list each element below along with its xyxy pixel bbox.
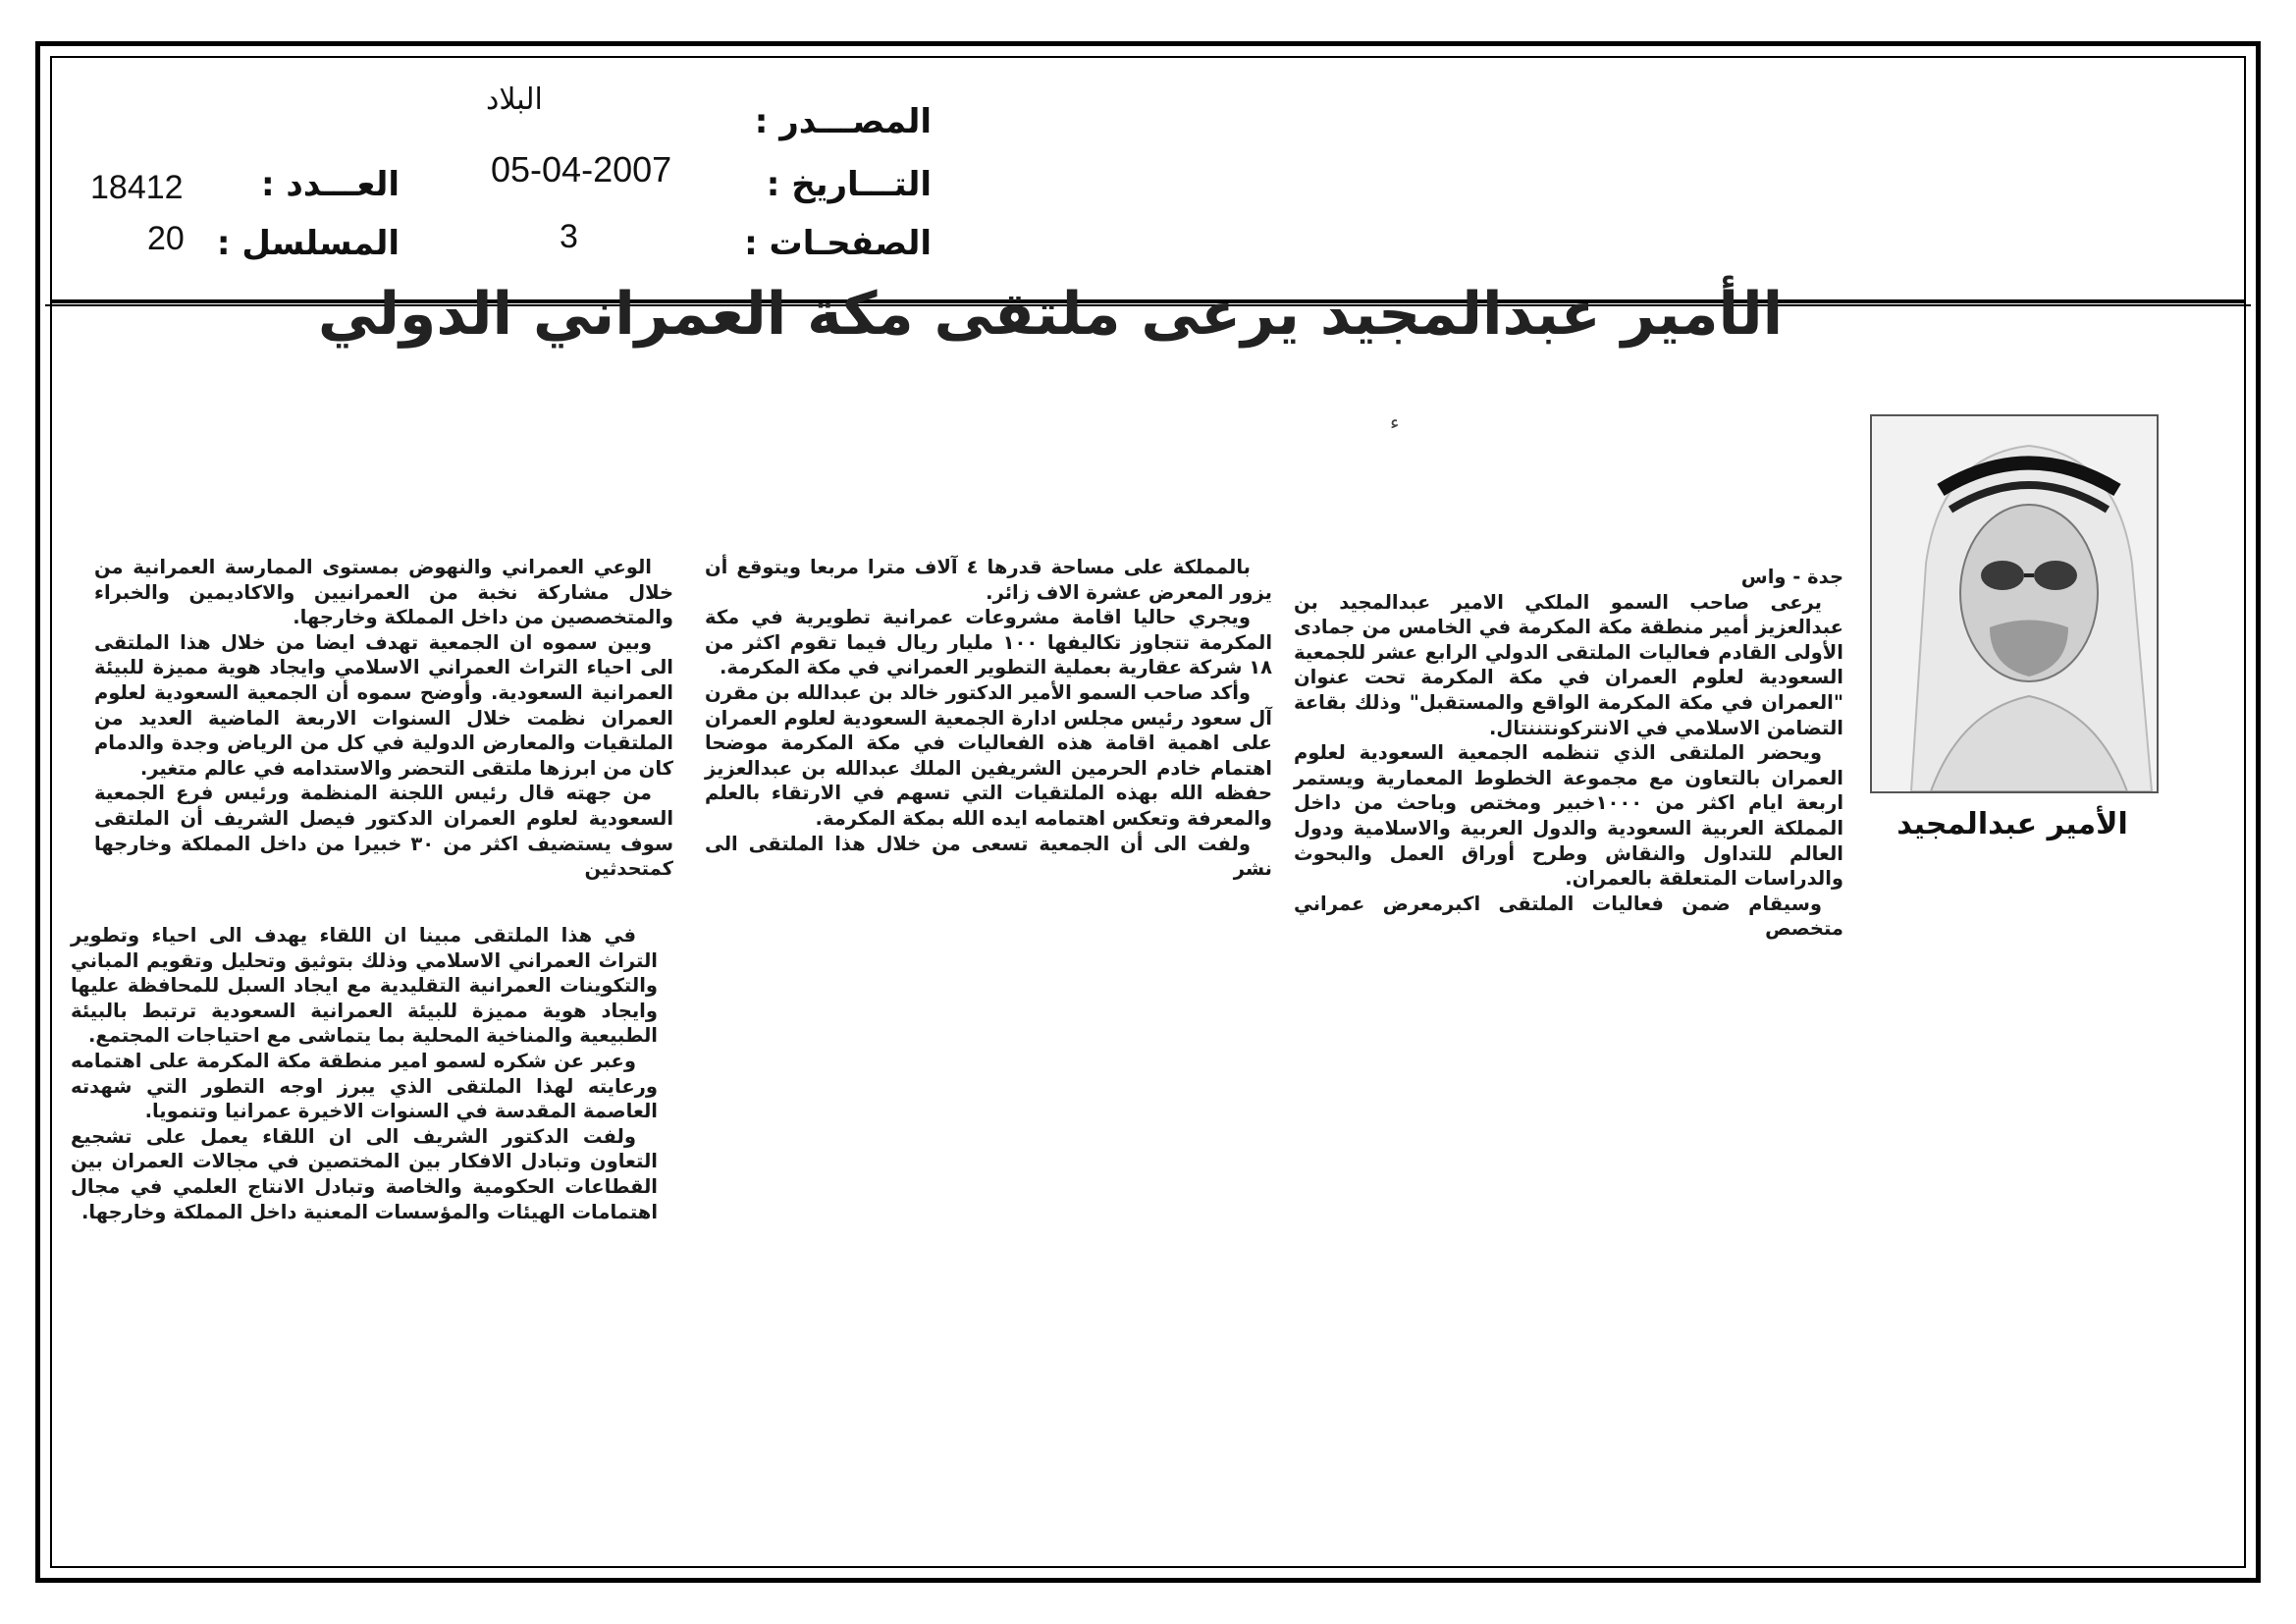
stray-mark: ء [1390, 410, 1400, 434]
article-column-4 [71, 923, 658, 1224]
paragraph: ولفت الدكتور الشريف الى ان اللقاء يعمل على تشجيع التعاون وتبادل الافكار بين المختصين في مجالات العمران بين القطاعات الحكومية والخاصة وتبادل الانتاج العلمي في مجال اهتمامات الهيئات والمؤسسات المعنية داخل المملكة وخارجها. [71, 1124, 658, 1223]
paragraph: بالمملكة على مساحة قدرها ٤ آلاف مترا مربعا ويتوقع أن يزور المعرض عشرة الاف زائر. [705, 556, 1272, 604]
paragraph: وعبر عن شكره لسمو امير منطقة مكة المكرمة على اهتمامه ورعايته لهذا الملتقى الذي يبرز اوجه التطور التي شهدته العاصمة المقدسة في السنوات الاخيرة عمرانيا وتنمويا. [71, 1049, 658, 1123]
source-label: المصـــدر : [754, 102, 932, 141]
source-value: البلاد [486, 82, 543, 117]
issue-label: العـــدد : [261, 165, 400, 204]
article-headline: الأمير عبدالمجيد يرعى ملتقى مكة العمراني الدولي [317, 280, 1784, 349]
article-column-3 [94, 555, 673, 882]
paragraph: ولفت الى أن الجمعية تسعى من خلال هذا الملتقى الى نشر [705, 832, 1272, 881]
pages-value: 3 [560, 218, 578, 255]
paragraph: الوعي العمراني والنهوض بمستوى الممارسة العمرانية من خلال مشاركة نخبة من العمرانيين والاكاديمين والخبراء والمتخصصين من داخل المملكة وخارجها. [94, 556, 673, 629]
article-column-2 [705, 555, 1272, 882]
paragraph: وسيقام ضمن فعاليات الملتقى اكبرمعرض عمراني متخصص [1294, 892, 1843, 941]
paragraph: يرعى صاحب السمو الملكي الامير عبدالمجيد بن عبدالعزيز أمير منطقة مكة المكرمة في الخامس من جمادى الأولى القادم فعاليات الملتقى الدولي الرابع عشر للجمعية السعودية لعلوم العمران في مكة المكرمة تحت عنوان "العمران في مكة المكرمة الواقع والمستقبل" وذلك بقاعة التضامن الاسلامي في الانتركونتننتال. [1294, 590, 1843, 739]
date-label: التـــاريخ : [766, 165, 932, 204]
paragraph: من جهته قال رئيس اللجنة المنظمة ورئيس فرع الجمعية السعودية لعلوم العمران الدكتور فيصل الشريف أن الملتقى سوف يستضيف اكثر من ٣٠ خبيرا من داخل المملكة وخارجها كمتحدثين [94, 782, 673, 881]
paragraph: في هذا الملتقى مبينا ان اللقاء يهدف الى احياء وتطوير التراث العمراني الاسلامي وذلك بتوثيق وتحليل وتقويم المباني والتكوينات العمرانية التقليدية مع ايجاد السبل للمحافظة عليها وايجاد هوية مميزة للبيئة العمرانية السعودية ترتبط بالبيئة الطبيعية والمناخية المحلية بما يتماشى مع احتياجات المجتمع. [71, 924, 658, 1048]
photo-caption: الأمير عبدالمجيد [1896, 807, 2128, 841]
pages-label: الصفحـات : [744, 224, 932, 263]
portrait-photo [1870, 414, 2159, 793]
portrait-image [1872, 416, 2157, 791]
article-column-1 [1294, 565, 1843, 942]
serial-label: المسلسل : [216, 224, 400, 263]
date-value: 05-04-2007 [491, 149, 672, 189]
serial-value: 20 [147, 220, 185, 257]
paragraph: وأكد صاحب السمو الأمير الدكتور خالد بن عبدالله بن مقرن آل سعود رئيس مجلس ادارة الجمعية السعودية لعلوم العمران على اهمية اقامة هذه الفعاليات في مكة المكرمة موضحا اهتمام خادم الحرمين الشريفين الملك عبدالله بن عبدالعزيز حفظه الله بهذه الملتقيات التي تسهم في الارتقاء بالعلم والمعرفة وتعكس اهتمامه ايده الله بمكة المكرمة. [705, 680, 1272, 830]
paragraph: وبين سموه ان الجمعية تهدف ايضا من خلال هذا الملتقى الى احياء التراث العمراني الاسلامي وايجاد هوية مميزة للبيئة العمرانية السعودية. وأوضح سموه أن الجمعية السعودية لعلوم العمران نظمت خلال السنوات الاربعة الماضية العديد من الملتقيات والمعارض الدولية في كل من الرياض وجدة والدمام كان من ابرزها ملتقى التحضر والاستدامه في عالم متغير. [94, 630, 673, 780]
issue-value: 18412 [90, 169, 184, 206]
dateline: جدة - واس [1740, 566, 1843, 588]
paragraph: ويحضر الملتقى الذي تنظمه الجمعية السعودية لعلوم العمران بالتعاون مع مجموعة الخطوط المعمارية ويستمر اربعة ايام اكثر من ١٠٠٠خبير ومختص وباحث من داخل المملكة العربية السعودية والدول العربية والاسلامية ودول العالم للتداول والنقاش وطرح أوراق العمل والبحوث والدراسات المتعلقة بالعمران. [1294, 741, 1843, 891]
paragraph: ويجري حاليا اقامة مشروعات عمرانية تطويرية في مكة المكرمة تتجاوز تكاليفها ١٠٠ مليار ريال فيما تقوم اكثر من ١٨ شركة عقارية بعملية التطوير العمراني في مكة المكرمة. [705, 606, 1272, 679]
